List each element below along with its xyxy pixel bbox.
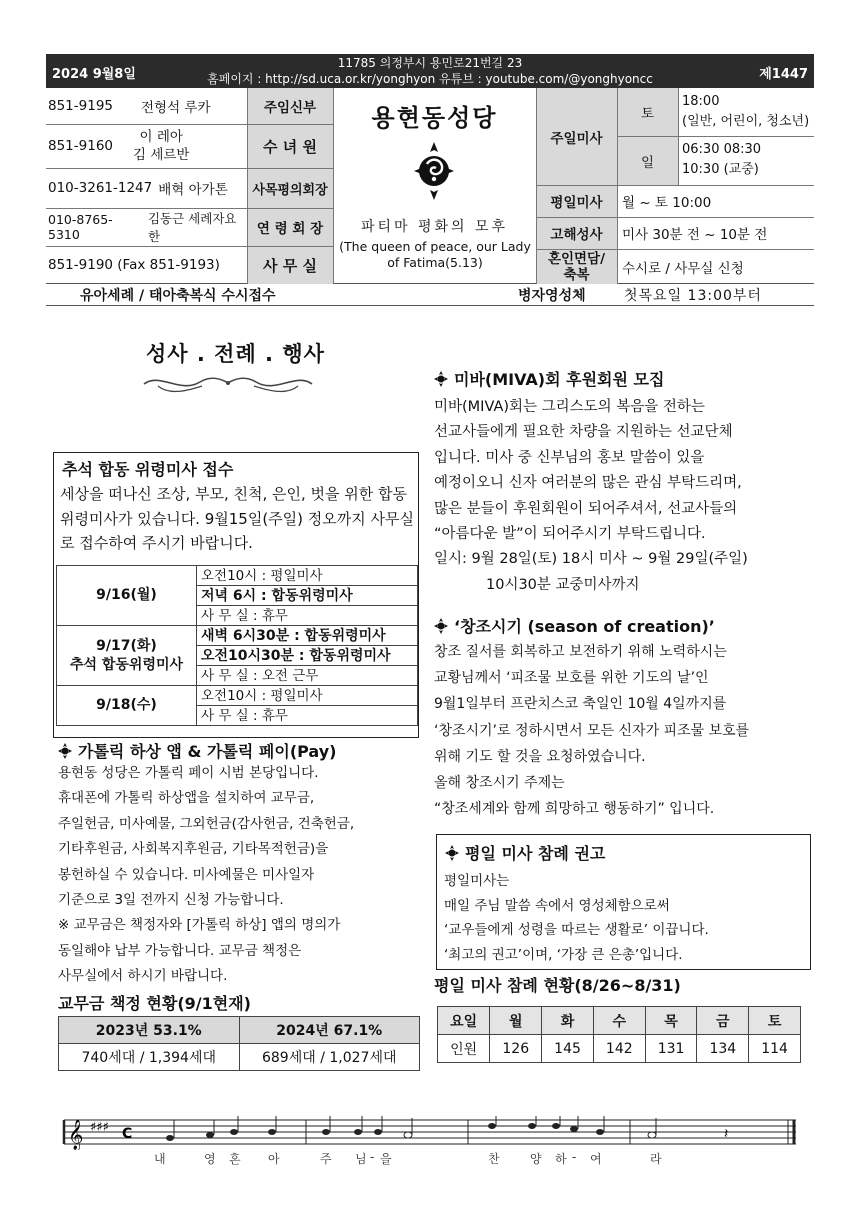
attendance-table (437, 1006, 801, 1063)
miva-line: 10시30분 교중미사까지 (486, 576, 640, 593)
pay-line: 용현동 성당은 가톨릭 페이 시범 본당입니다. (58, 765, 319, 781)
pay-line: 주일헌금, 미사예물, 그외헌금(감사헌금, 건축헌금, (58, 815, 355, 832)
contact-role: 사목평의회장 (252, 182, 328, 198)
header-address-block (46, 55, 814, 87)
pay-line: 기준으로 3일 전까지 신청 가능합니다. (58, 892, 284, 909)
attendance-row-label: 인원 (438, 1035, 490, 1063)
fee-value-2023: 740세대 / 1,394세대 (59, 1044, 240, 1071)
table-row (59, 1044, 420, 1071)
weekday-mass-box (436, 834, 811, 970)
memorial-day: 9/16(월) (57, 566, 197, 626)
contact-name: 김동근 세례자요한 (147, 211, 237, 244)
rest-icon: 𝄽 (724, 1126, 729, 1142)
contact-name: 김 세르반 (133, 147, 190, 163)
weekday-mass-time: 월 ~ 토 10:00 (622, 195, 712, 211)
weekday-title: 평일 미사 참례 권고 (465, 844, 606, 863)
sunday-time: 06:30 08:30 (682, 142, 762, 157)
miva-line: “아름다운 발”이 되어주시기 부탁드립니다. (434, 526, 706, 543)
lyric-syllable: 을 (380, 1152, 392, 1166)
creation-line: 위해 기도 할 것을 요청하였습니다. (434, 748, 646, 765)
contact-phone: 010-8765-5310 (48, 212, 113, 242)
church-emblem-icon (412, 140, 456, 202)
lyric-syllable: 양 (530, 1152, 542, 1166)
lyric-syllable: 하 (555, 1152, 567, 1166)
fee-title: 교무금 책정 현황(9/1현재) (58, 994, 251, 1013)
pay-line: 동일해야 납부 가능합니다. 교무금 책정은 (58, 942, 302, 959)
cross-ornament-icon (58, 743, 72, 759)
weekday-line: ‘최고의 권고’이며, ‘가장 큰 은총’입니다. (444, 946, 683, 963)
table-row (438, 1035, 801, 1063)
pay-line: 기타후원금, 사회복지후원금, 기타목적헌금)을 (58, 841, 329, 858)
saturday-label: 토 (640, 106, 655, 122)
contact-row-5 (48, 246, 248, 284)
contact-name: 전형석 루카 (141, 100, 211, 116)
attendance-day: 화 (542, 1007, 594, 1035)
ornament-divider-icon (140, 368, 316, 398)
sharp-icon: ♯♯♯ (90, 1120, 109, 1135)
confession-time: 미사 30분 전 ~ 10분 전 (622, 227, 768, 243)
cross-ornament-icon (434, 618, 448, 634)
creation-title: ‘창조시기 (season of creation)’ (454, 617, 715, 636)
table-row (59, 1017, 420, 1044)
treble-clef-icon: 𝄞 (68, 1120, 84, 1150)
contact-phone: 851-9190 (Fax 851-9193) (48, 257, 220, 273)
pay-body (58, 761, 418, 990)
weekday-body (444, 869, 804, 967)
contact-phone: 010-3261-1247 (48, 180, 153, 196)
attendance-count: 145 (542, 1035, 594, 1063)
baptism-notice: 유아세례 / 태아축복식 수시접수 (80, 288, 276, 304)
creation-heading (434, 614, 715, 637)
section-title: 성사 . 전례 . 행사 (146, 342, 325, 366)
memorial-day (57, 626, 197, 686)
memorial-item: 저녁 6시 : 합동위령미사 (197, 586, 418, 606)
pay-line: 휴대폰에 가톨릭 하상앱을 설치하여 교무금, (58, 790, 315, 807)
memorial-item: 사 무 실 : 오전 근무 (197, 666, 418, 686)
attendance-count: 134 (697, 1035, 749, 1063)
memorial-day: 9/18(수) (57, 686, 197, 726)
lyric-syllable: 주 (320, 1152, 332, 1166)
common-time-icon: C (122, 1126, 133, 1142)
sub-info-line (46, 284, 814, 306)
weekday-mass-label: 평일미사 (550, 195, 603, 211)
attendance-count: 114 (749, 1035, 801, 1063)
pay-line: 사무실에서 하시기 바랍니다. (58, 968, 228, 985)
fee-value-2024: 689세대 / 1,027세대 (239, 1044, 420, 1071)
attendance-count: 142 (593, 1035, 645, 1063)
pay-line: ※ 교무금은 책정자와 [가톨릭 하상] 앱의 명의가 (58, 917, 341, 934)
church-patron-en: (The queen of peace, our Lady of Fatima(5.13) (339, 239, 531, 270)
creation-line: “창조세계와 함께 희망하고 행동하기” 입니다. (434, 801, 715, 818)
issue-number: 제1447 (759, 67, 808, 82)
miva-line: 선교사들에게 필요한 차량을 지원하는 선교단체 (434, 424, 733, 441)
sunday-label: 일 (640, 154, 655, 171)
header-bar (46, 54, 814, 88)
weekday-heading (445, 841, 605, 864)
info-table (46, 88, 814, 284)
bulletin-date: 2024 9월8일 (52, 67, 136, 82)
miva-line: 일시: 9월 28일(토) 18시 미사 ~ 9월 29일(주일) (434, 551, 748, 568)
contact-role: 사 무 실 (263, 256, 317, 275)
fee-header-2024: 2024년 67.1% (239, 1017, 420, 1044)
memorial-item: 사 무 실 : 휴무 (197, 706, 418, 726)
memorial-item: 새벽 6시30분 : 합동위령미사 (197, 626, 418, 646)
creation-line: 올해 창조시기 주제는 (434, 775, 565, 792)
memorial-item: 사 무 실 : 휴무 (197, 606, 418, 626)
miva-line: 미바(MIVA)회는 그리스도의 복음을 전하는 (434, 399, 705, 415)
attendance-day: 토 (749, 1007, 801, 1035)
pay-title: 가톨릭 하상 앱 & 가톨릭 페이(Pay) (78, 742, 337, 761)
creation-line: ‘창조시기’로 정하시면서 모든 신자가 피조물 보호를 (434, 722, 750, 739)
church-web-links: 홈페이지 : http://sd.uca.or.kr/yonghyon 유튜브 : youtube.com/@yonghyoncc (207, 72, 653, 86)
fee-header-2023: 2023년 53.1% (59, 1017, 240, 1044)
attendance-count: 131 (645, 1035, 697, 1063)
attendance-day: 수 (593, 1007, 645, 1035)
weekday-line: 매일 주님 말씀 속에서 영성체함으로써 (444, 897, 670, 914)
church-name: 용현동성당 (371, 104, 498, 132)
contact-name: 배혁 아가톤 (158, 182, 228, 198)
marriage-label (536, 249, 617, 284)
confession-label: 고해성사 (550, 227, 603, 243)
lyric-syllable: - (572, 1150, 577, 1164)
weekday-line: 평일미사는 (444, 873, 510, 889)
contact-names (133, 128, 189, 164)
table-row (57, 686, 418, 706)
contact-role: 수 녀 원 (263, 137, 317, 156)
contact-role: 연 령 회 장 (256, 221, 324, 237)
sick-communion-label: 병자영성체 (518, 288, 586, 304)
miva-heading (434, 367, 664, 390)
lyric-syllable: 찬 (488, 1152, 500, 1166)
pay-heading (58, 739, 336, 762)
miva-line: 많은 분들이 후원회원이 되어주셔서, 선교사들의 (434, 500, 738, 517)
lyric-syllable: 혼 (229, 1152, 241, 1166)
sunday-time-main: 10:30 (교중) (682, 162, 759, 177)
contact-row-3 (48, 168, 248, 208)
church-address: 11785 의정부시 용민로21번길 23 (337, 56, 523, 70)
attendance-day: 월 (490, 1007, 542, 1035)
cross-ornament-icon (434, 371, 448, 387)
music-staff (60, 1116, 800, 1150)
lyric-syllable: 라 (650, 1152, 662, 1166)
lyric-syllable: 영 (204, 1152, 216, 1166)
lyric-syllable: 여 (590, 1152, 602, 1166)
fee-table (58, 1016, 420, 1071)
creation-line: 교황님께서 ‘피조물 보호를 위한 기도의 날’인 (434, 670, 709, 687)
memorial-day-note: 추석 합동위령미사 (69, 656, 184, 673)
lyric-syllable: 아 (268, 1152, 280, 1166)
creation-body (434, 639, 814, 822)
contact-phone: 851-9160 (48, 138, 113, 154)
miva-line: 예정이오니 신자 여러분의 많은 관심 부탁드리며, (434, 475, 742, 492)
sick-communion-time: 첫목요일 13:00부터 (624, 288, 762, 304)
saturday-time: 18:00 (682, 94, 720, 109)
miva-line: 입니다. 미사 중 신부님의 홍보 말씀이 있을 (434, 449, 705, 466)
contact-row-2 (48, 124, 248, 168)
weekday-line: ‘교우들에게 성령을 따르는 생활로’ 이끕니다. (444, 922, 709, 938)
attendance-title: 평일 미사 참례 현황(8/26~8/31) (434, 976, 681, 995)
pay-line: 봉헌하실 수 있습니다. 미사예물은 미사일자 (58, 866, 315, 883)
attendance-head: 요일 (438, 1007, 490, 1035)
saturday-times (682, 92, 814, 132)
contact-name: 이 레아 (139, 129, 183, 145)
memorial-body: 세상을 떠나신 조상, 부모, 친척, 은인, 벗을 위한 합동 위령미사가 있습니다. 9월15일(주일) 정오까지 사무실로 접수하여 주시기 바랍니다. (60, 485, 414, 552)
memorial-mass-box (53, 452, 419, 738)
lyric-syllable: - (370, 1150, 375, 1164)
memorial-schedule-table (56, 565, 418, 726)
creation-line: 9월1일부터 프란치스코 축일인 10월 4일까지를 (434, 696, 727, 713)
sunday-mass-label: 주일미사 (550, 130, 603, 147)
creation-line: 창조 질서를 회복하고 보전하기 위해 노력하시는 (434, 644, 727, 660)
memorial-title: 추석 합동 위령미사 접수 (62, 460, 234, 479)
memorial-item: 오전10시 : 평일미사 (197, 566, 418, 586)
memorial-item: 오전10시 : 평일미사 (197, 686, 418, 706)
contact-phone: 851-9195 (48, 98, 113, 114)
contact-row-1 (48, 88, 248, 124)
marriage-label-line1: 혼인면담/ (547, 250, 606, 267)
lyric-syllable: 내 (154, 1152, 166, 1166)
cross-ornament-icon (445, 845, 459, 861)
attendance-count: 126 (490, 1035, 542, 1063)
memorial-day-date: 9/17(화) (96, 637, 157, 654)
table-row (438, 1007, 801, 1035)
table-row (57, 566, 418, 586)
contact-role: 주임신부 (263, 100, 317, 116)
marriage-time: 수시로 / 사무실 신청 (622, 260, 744, 277)
miva-title: 미바(MIVA)회 후원회원 모집 (454, 370, 665, 389)
saturday-note: (일반, 어린이, 청소년) (682, 114, 810, 129)
contact-row-4 (48, 208, 248, 246)
memorial-item: 오전10시30분 : 합동위령미사 (197, 646, 418, 666)
table-row (57, 626, 418, 646)
attendance-day: 목 (645, 1007, 697, 1035)
attendance-day: 금 (697, 1007, 749, 1035)
church-patron: 파티마 평화의 모후 (360, 219, 509, 235)
lyric-syllable: 님 (355, 1152, 367, 1166)
sunday-times (682, 140, 814, 180)
miva-body (434, 395, 814, 598)
marriage-label-line2: 축복 (563, 266, 590, 283)
